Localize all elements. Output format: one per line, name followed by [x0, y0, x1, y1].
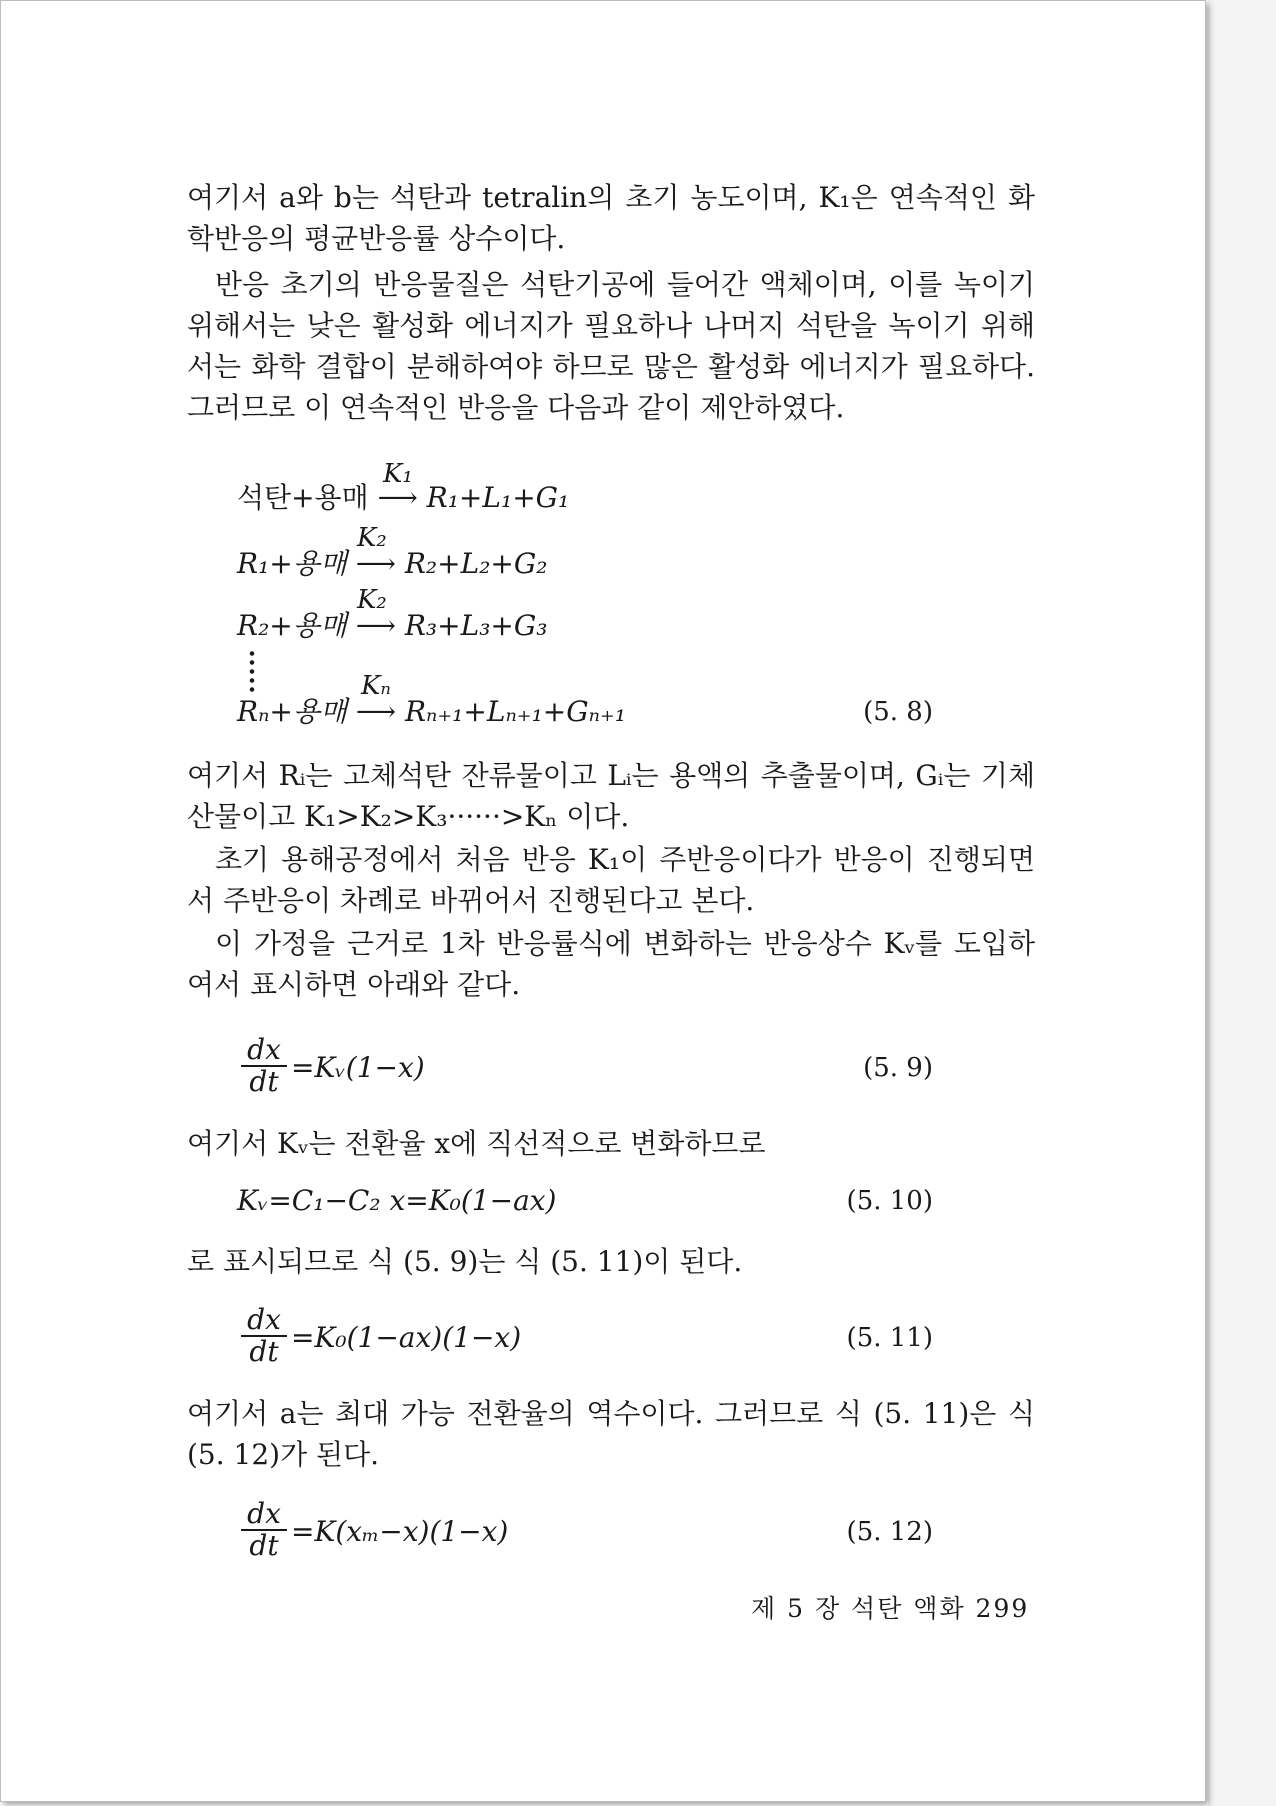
equation-5-9-rhs: =Kᵥ(1−x) — [291, 1051, 425, 1084]
equation-5-10: Kᵥ=C₁−C₂ x=K₀(1−ax) — [237, 1184, 557, 1217]
vertical-ellipsis — [249, 649, 255, 695]
reaction-1-rate-constant: K₁ — [383, 459, 413, 489]
reaction-n — [237, 695, 626, 729]
reaction-2-rhs: R₂+L₂+G₂ — [404, 547, 548, 580]
reaction-n-lhs: Rₙ+용매 — [237, 695, 347, 728]
equation-5-12-fraction — [241, 1499, 287, 1561]
equation-number-5-12: (5. 12) — [846, 1517, 933, 1547]
equation-5-12-rhs: =K(xₘ−x)(1−x) — [291, 1515, 509, 1548]
reaction-3-rate-constant: K₂ — [357, 585, 387, 615]
fraction-denominator: dt — [249, 1335, 279, 1368]
paragraph-8: 여기서 a는 최대 가능 전환율의 역수이다. 그러므로 식 (5. 11)은 식 (5. 12)가 된다. — [187, 1397, 1035, 1471]
equation-number-5-8: (5. 8) — [863, 697, 933, 727]
reaction-3-lhs: R₂+용매 — [237, 609, 347, 642]
fraction-denominator: dt — [249, 1065, 279, 1098]
reaction-arrow: ⟶ — [355, 695, 397, 728]
equation-number-5-11: (5. 11) — [846, 1323, 933, 1353]
equation-number-5-10: (5. 10) — [846, 1186, 933, 1216]
equation-number-5-9: (5. 9) — [863, 1053, 933, 1083]
paragraph-1: 여기서 a와 b는 석탄과 tetralin의 초기 농도이며, K₁은 연속적인 화학반응의 평균반응률 상수이다. — [187, 181, 1035, 255]
reaction-arrow: ⟶ — [355, 609, 396, 642]
equation-5-9-fraction — [241, 1035, 287, 1097]
fraction-numerator: dx — [241, 1035, 287, 1067]
reaction-3-rhs: R₃+L₃+G₃ — [404, 609, 548, 642]
paragraph-7: 로 표시되므로 식 (5. 9)는 식 (5. 11)이 된다. — [187, 1245, 743, 1278]
paragraph-2: 반응 초기의 반응물질은 석탄기공에 들어간 액체이며, 이를 녹이기 위해서는 낮은 활성화 에너지가 필요하나 나머지 석탄을 녹이기 위해서는 화학 결합이 분해하여야 하므로 많은 활성화 에너지가 필요하다. 그러므로 이 연속적인 반응을 다음과 같이 제안하였다. — [187, 268, 1035, 424]
equation-5-11-rhs: =K₀(1−ax)(1−x) — [291, 1321, 522, 1354]
paragraph-6: 여기서 Kᵥ는 전환율 x에 직선적으로 변화하므로 — [187, 1127, 766, 1160]
reaction-3 — [237, 609, 547, 643]
fraction-denominator: dt — [249, 1529, 279, 1562]
reaction-arrow: ⟶ — [377, 481, 418, 514]
reaction-2-lhs: R₁+용매 — [237, 547, 347, 580]
page-footer: 제 5 장 석탄 액화 299 — [751, 1594, 1030, 1623]
reaction-n-rhs: Rₙ₊₁+Lₙ₊₁+Gₙ₊₁ — [404, 695, 626, 728]
viewer-background — [1208, 0, 1276, 1806]
paragraph-4: 초기 용해공정에서 처음 반응 K₁이 주반응이다가 반응이 진행되면서 주반응이 차례로 바뀌어서 진행된다고 본다. — [187, 843, 1035, 917]
paragraph-5: 이 가정을 근거로 1차 반응률식에 변화하는 반응상수 Kᵥ를 도입하여서 표시하면 아래와 같다. — [187, 927, 1035, 1001]
fraction-numerator: dx — [241, 1305, 287, 1337]
reaction-1-rhs: R₁+L₁+G₁ — [426, 481, 570, 514]
reaction-2-rate-constant: K₂ — [357, 523, 387, 553]
paragraph-3: 여기서 Rᵢ는 고체석탄 잔류물이고 Lᵢ는 용액의 추출물이며, Gᵢ는 기체산물이고 K₁>K₂>K₃······>Kₙ 이다. — [187, 759, 1035, 833]
reaction-n-rate-constant: Kₙ — [361, 671, 391, 701]
equation-5-11-fraction — [241, 1305, 287, 1367]
reaction-2 — [237, 547, 547, 581]
reaction-1-lhs: 석탄+용매 — [237, 481, 369, 514]
reaction-arrow: ⟶ — [355, 547, 396, 580]
fraction-numerator: dx — [241, 1499, 287, 1531]
